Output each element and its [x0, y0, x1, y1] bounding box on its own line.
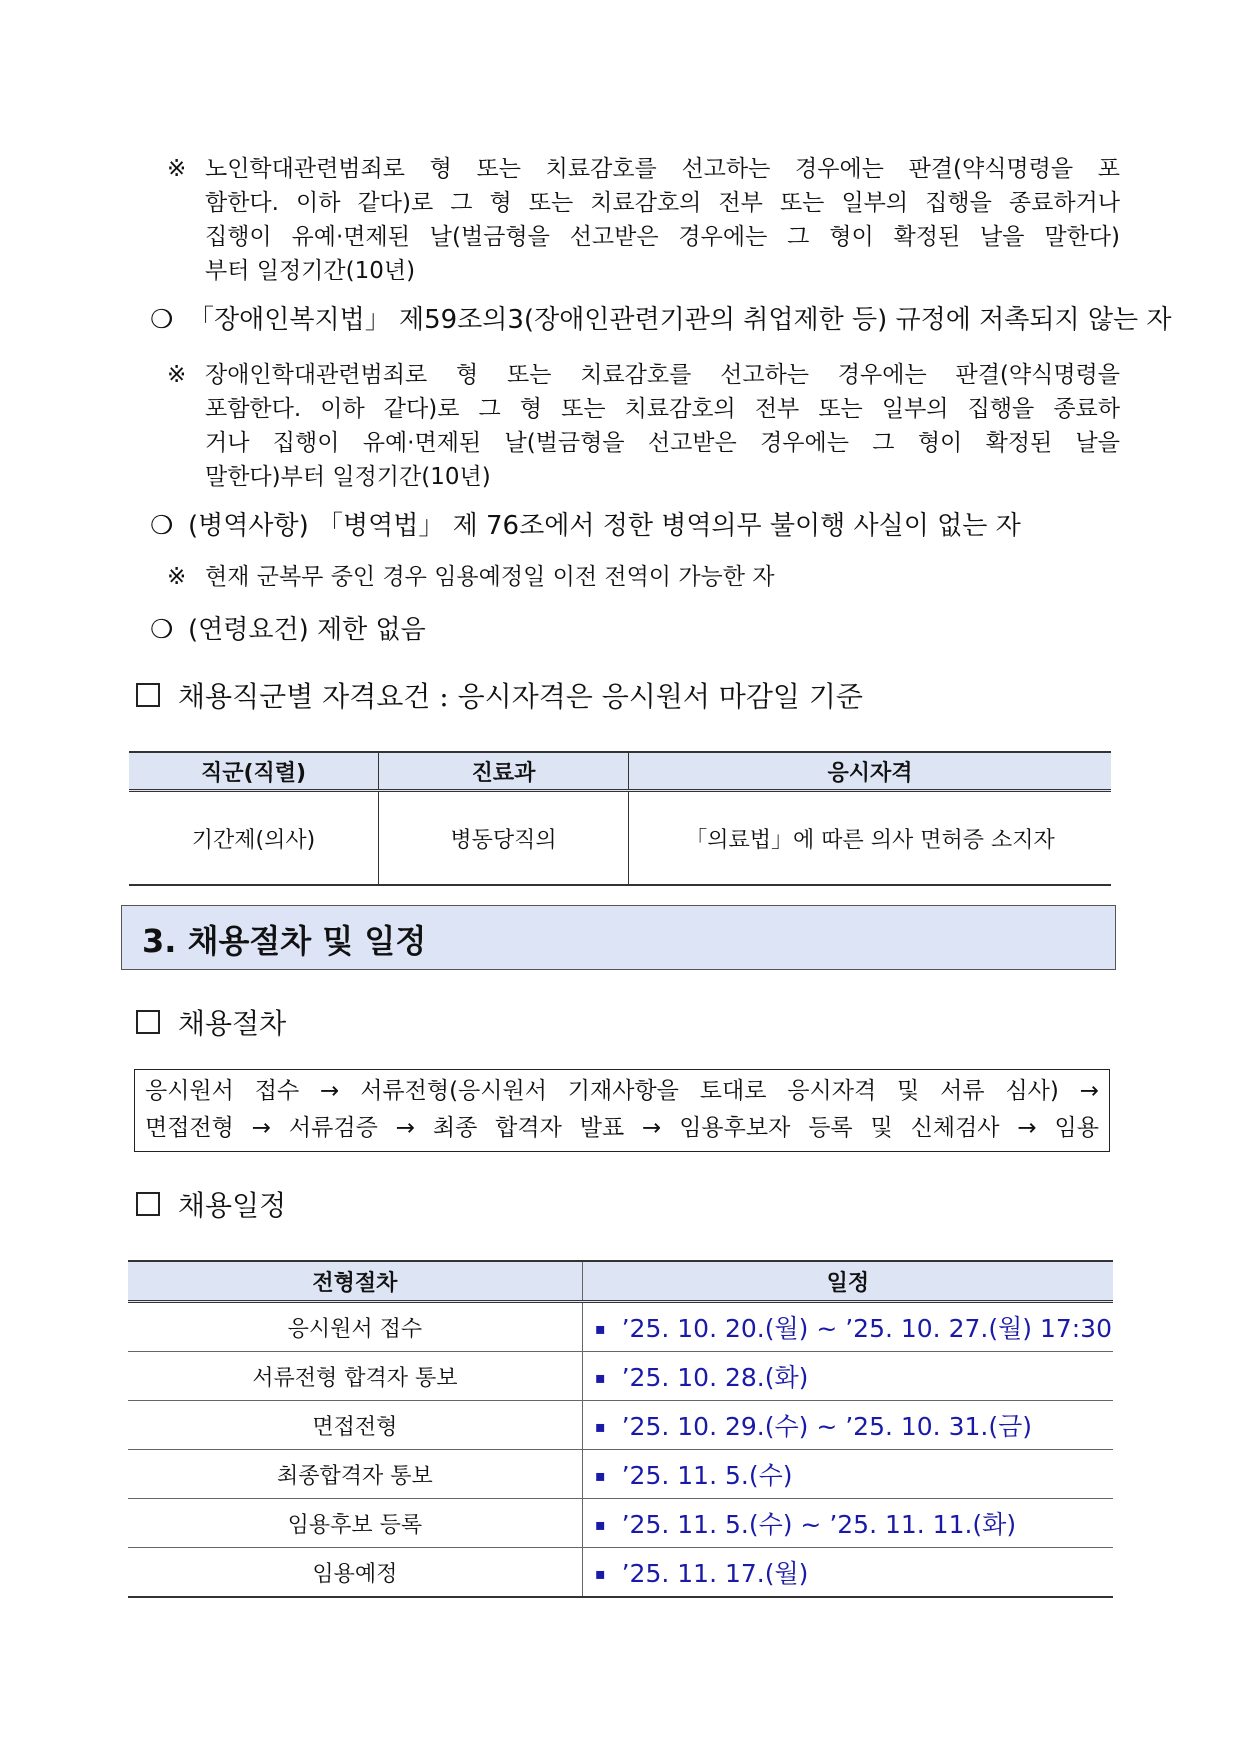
table-row	[128, 1401, 1113, 1450]
table-row	[129, 791, 1111, 886]
column-header: 진료과	[379, 752, 629, 791]
table-row	[128, 1302, 1113, 1352]
schedule-step: 서류전형 합격자 통보	[128, 1352, 582, 1401]
qualification-heading	[136, 677, 863, 717]
square-bullet-icon: ▪	[594, 1319, 606, 1338]
item-text: (연령요건) 제한 없음	[188, 615, 426, 645]
schedule-date: ’25. 11. 17.(월)	[621, 1559, 809, 1588]
heading-text: 채용일정	[178, 1189, 287, 1222]
heading-text: 채용직군별 자격요건 : 응시자격은 응시원서 마감일 기준	[178, 680, 863, 713]
heading-text: 채용절차	[178, 1007, 287, 1040]
table-row	[128, 1352, 1113, 1401]
procedure-line: 응시원서 접수 → 서류전형(응시원서 기재사항을 토대로 응시자격 및 서류 심사) →	[145, 1078, 1099, 1104]
table-cell: 「의료법」에 따른 의사 면허증 소지자	[629, 791, 1112, 886]
note-line: 부터 일정기간(10년)	[205, 258, 416, 284]
procedure-box	[134, 1069, 1110, 1152]
note-line: 말한다)부터 일정기간(10년)	[205, 464, 491, 490]
note-line: 집행이 유예·면제된 날(벌금형을 선고받은 경우에는 그 형이 확정된 날을 말한다)	[205, 224, 1120, 250]
column-header: 직군(직렬)	[129, 752, 379, 791]
square-bullet-icon	[136, 683, 160, 707]
procedure-heading	[136, 1004, 286, 1044]
procedure-line: 면접전형 → 서류검증 → 최종 합격자 발표 → 임용후보자 등록 및 신체검사 → 임용	[145, 1115, 1099, 1141]
table-cell: 기간제(의사)	[129, 791, 379, 886]
square-bullet-icon	[136, 1010, 160, 1034]
schedule-date-cell	[582, 1450, 1113, 1499]
item-text: 「장애인복지법」 제59조의3(장애인관련기관의 취업제한 등) 규정에 저촉되지 않는 자	[188, 305, 1172, 335]
schedule-date: ’25. 11. 5.(수)	[621, 1461, 793, 1490]
column-header: 응시자격	[629, 752, 1112, 791]
schedule-step: 최종합격자 통보	[128, 1450, 582, 1499]
circle-bullet-icon: ❍	[150, 305, 174, 335]
schedule-table	[128, 1260, 1113, 1598]
schedule-date-cell	[582, 1499, 1113, 1548]
note-mark: ※	[167, 564, 187, 590]
schedule-date-cell	[582, 1401, 1113, 1450]
schedule-date-cell	[582, 1302, 1113, 1352]
note-line: 장애인학대관련범죄로 형 또는 치료감호를 선고하는 경우에는 판결(약식명령을	[205, 362, 1120, 388]
item-age	[150, 612, 426, 648]
schedule-step: 응시원서 접수	[128, 1302, 582, 1352]
schedule-date-cell	[582, 1352, 1113, 1401]
schedule-step: 면접전형	[128, 1401, 582, 1450]
note-mark: ※	[167, 156, 187, 182]
table-row	[128, 1450, 1113, 1499]
note-line: 노인학대관련범죄로 형 또는 치료감호를 선고하는 경우에는 판결(약식명령을 포	[205, 156, 1120, 182]
section-banner	[121, 905, 1116, 970]
schedule-date: ’25. 10. 29.(수) ~ ’25. 10. 31.(금)	[621, 1412, 1032, 1441]
table-cell: 병동당직의	[379, 791, 629, 886]
qualification-table	[129, 751, 1111, 886]
square-bullet-icon: ▪	[594, 1564, 606, 1583]
square-bullet-icon: ▪	[594, 1417, 606, 1436]
note-mark: ※	[167, 362, 187, 388]
square-bullet-icon	[136, 1192, 160, 1216]
circle-bullet-icon: ❍	[150, 615, 174, 645]
square-bullet-icon: ▪	[594, 1466, 606, 1485]
table-row	[128, 1548, 1113, 1598]
note-line: 거나 집행이 유예·면제된 날(벌금형을 선고받은 경우에는 그 형이 확정된 날을	[205, 430, 1120, 456]
schedule-step: 임용예정	[128, 1548, 582, 1598]
circle-bullet-icon: ❍	[150, 511, 174, 541]
schedule-step: 임용후보 등록	[128, 1499, 582, 1548]
note-line: 함한다. 이하 같다)로 그 형 또는 치료감호의 전부 또는 일부의 집행을 종료하거나	[205, 190, 1120, 216]
note-line: 포함한다. 이하 같다)로 그 형 또는 치료감호의 전부 또는 일부의 집행을 종료하	[205, 396, 1120, 422]
schedule-heading	[136, 1186, 286, 1226]
note-line: 현재 군복무 중인 경우 임용예정일 이전 전역이 가능한 자	[205, 564, 775, 590]
schedule-date: ’25. 10. 20.(월) ~ ’25. 10. 27.(월) 17:30	[621, 1314, 1112, 1343]
schedule-date: ’25. 11. 5.(수) ~ ’25. 11. 11.(화)	[621, 1510, 1017, 1539]
item-military	[150, 508, 1021, 544]
item-disability-law	[150, 302, 1171, 338]
square-bullet-icon: ▪	[594, 1368, 606, 1387]
column-header: 일정	[582, 1261, 1113, 1302]
schedule-date-cell	[582, 1548, 1113, 1598]
column-header: 전형절차	[128, 1261, 582, 1302]
item-text: (병역사항) 「병역법」 제 76조에서 정한 병역의무 불이행 사실이 없는 자	[188, 511, 1021, 541]
section-title: 3. 채용절차 및 일정	[142, 922, 427, 960]
table-row	[128, 1499, 1113, 1548]
square-bullet-icon: ▪	[594, 1515, 606, 1534]
schedule-date: ’25. 10. 28.(화)	[621, 1363, 809, 1392]
